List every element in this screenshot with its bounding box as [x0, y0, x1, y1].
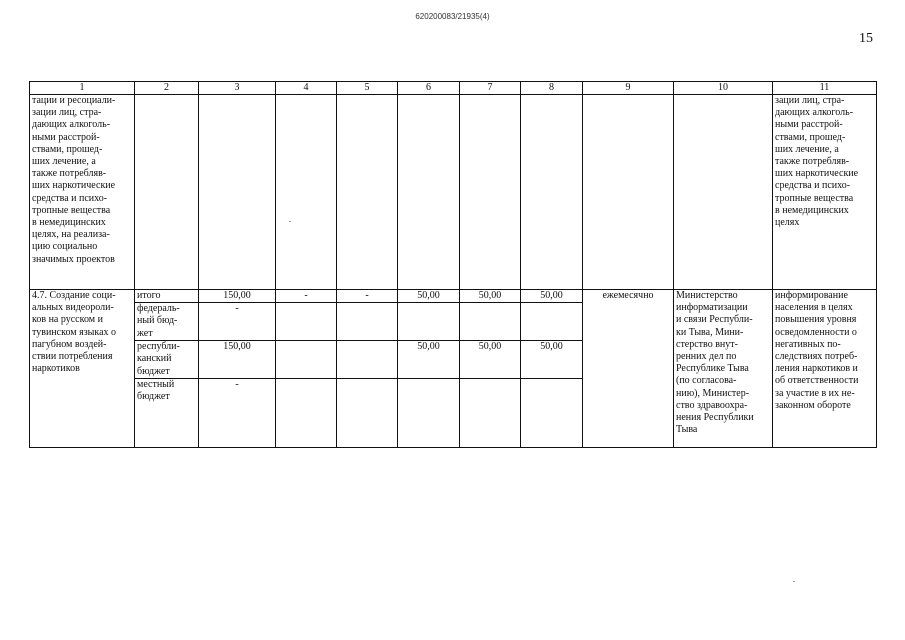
funding-row-total: [30, 290, 877, 303]
funding-value: -: [276, 290, 337, 303]
continuation-row: [30, 95, 877, 290]
scan-speck: [793, 581, 795, 582]
column-number: 6: [398, 82, 460, 95]
funding-source: федераль- ный бюд- жет: [135, 303, 199, 341]
funding-value: 50,00: [398, 290, 460, 303]
column-number: 5: [337, 82, 398, 95]
funding-value: [521, 303, 583, 341]
column-number-row: [30, 82, 877, 95]
scan-speck: [289, 221, 291, 222]
funding-value: [337, 341, 398, 379]
funding-source: республи- канский бюджет: [135, 341, 199, 379]
item-name: 4.7. Создание соци- альных видеороли- ков на русском и тувинском языках о пагубном воздей- ствии потребления наркотиков: [30, 290, 135, 448]
funding-value: [398, 379, 460, 448]
funding-value: 150,00: [199, 290, 276, 303]
program-table: [29, 81, 877, 448]
funding-value: 50,00: [521, 290, 583, 303]
funding-value: [398, 303, 460, 341]
item-deadline: ежемесячно: [583, 290, 674, 448]
funding-source: итого: [135, 290, 199, 303]
column-number: 8: [521, 82, 583, 95]
continuation-result: зации лиц, стра- дающих алкоголь- ными расстрой- ствами, прошед- ших лечение, а также потребляв- ших наркотические средства и психо- тропные вещества в немедицинских целях: [773, 95, 877, 290]
column-number: 7: [460, 82, 521, 95]
column-number: 10: [674, 82, 773, 95]
item-result: информирование населения в целях повышения уровня осведомленности о негативных по- следствиях потреб- ления наркотиков и об ответственности за участие в их не- законном обороте: [773, 290, 877, 448]
column-number: 4: [276, 82, 337, 95]
column-number: 9: [583, 82, 674, 95]
empty-cell: [337, 95, 398, 290]
empty-cell: [398, 95, 460, 290]
funding-value: -: [199, 303, 276, 341]
empty-cell: [199, 95, 276, 290]
funding-value: 50,00: [460, 290, 521, 303]
column-number: 3: [199, 82, 276, 95]
empty-cell: [674, 95, 773, 290]
column-number: 1: [30, 82, 135, 95]
funding-value: [276, 303, 337, 341]
empty-cell: [135, 95, 199, 290]
item-executors: Министерство информатизации и связи Республи- ки Тыва, Мини- стерство внут- ренних дел по Республике Тыва (по согласова- нию), Министер- ство здравоохра- нения Республики Тыва: [674, 290, 773, 448]
funding-value: -: [337, 290, 398, 303]
empty-cell: [460, 95, 521, 290]
document-id: 620200083/21935(4): [415, 12, 490, 21]
empty-cell: [521, 95, 583, 290]
funding-value: [460, 379, 521, 448]
funding-value: [460, 303, 521, 341]
funding-value: [276, 379, 337, 448]
funding-value: [521, 379, 583, 448]
funding-value: [337, 379, 398, 448]
continuation-description: тации и ресоциали- зации лиц, стра- дающих алкоголь- ными расстрой- ствами, прошед- ших лечение, а также потребляв- ших наркотические средства и психо- тропные вещества в немедицинских целях, на реализа- цию социально значимых проектов: [30, 95, 135, 290]
funding-value: [337, 303, 398, 341]
funding-value: 150,00: [199, 341, 276, 379]
funding-value: [276, 341, 337, 379]
funding-value: 50,00: [460, 341, 521, 379]
funding-value: 50,00: [398, 341, 460, 379]
funding-source: местный бюджет: [135, 379, 199, 448]
column-number: 2: [135, 82, 199, 95]
empty-cell: [276, 95, 337, 290]
funding-value: -: [199, 379, 276, 448]
funding-value: 50,00: [521, 341, 583, 379]
column-number: 11: [773, 82, 877, 95]
page-number: 15: [859, 31, 873, 46]
empty-cell: [583, 95, 674, 290]
